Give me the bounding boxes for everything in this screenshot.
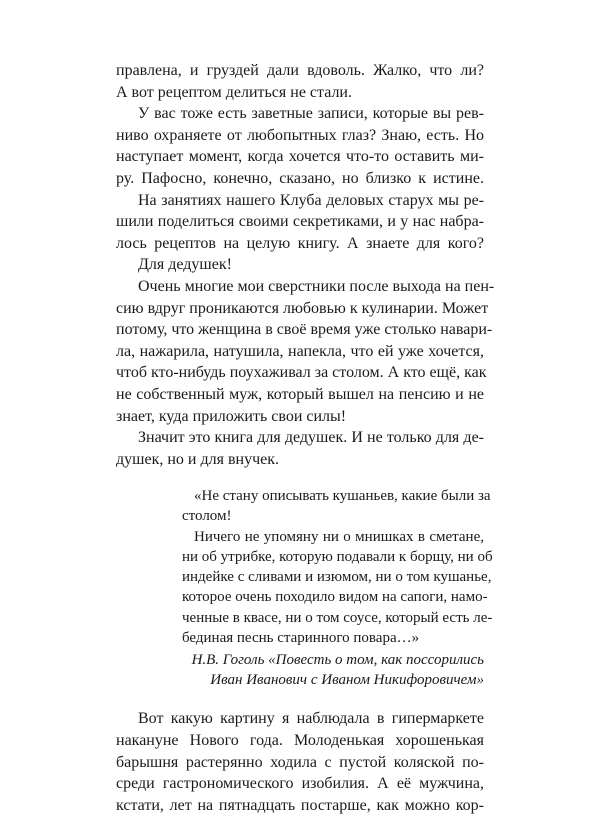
text-line: лось рецептов на целую книгу. А знаете для кого? [116,234,484,252]
paragraph [116,427,484,470]
text-line: душек, но и для внучек. [116,450,279,468]
attribution-line: Н.В. Гоголь «Повесть о том, как поссорились [191,651,484,668]
quote-paragraph [182,527,493,648]
paragraph [116,276,495,427]
text-line: потому, что женщина в своё время уже столько навари- [116,321,493,339]
attribution-line: Иван Иванович с Иваном Никифоровичем» [210,672,484,689]
text-line: которое очень походило видом на сапоги, намо- [182,589,488,606]
text-line: не собственный муж, который вышел на пенсию и не [116,385,484,403]
quote-attribution [182,650,484,690]
text-line: ченные в квасе, ни о том соусе, который есть ле- [182,609,493,626]
text-line: ла, нажарила, натушила, напекла, что ей уже хочется, [116,342,484,360]
text-line: ру. Пафосно, конечно, сказано, но близко к истине. [116,169,484,187]
paragraph [116,103,484,189]
text-line: знает, куда приложить свои силы! [116,407,347,425]
text-line: барышня растерянно ходила с пустой коляской по- [116,753,484,771]
paragraph [116,254,484,276]
text-line: правлена, и груздей дали вдоволь. Жалко, что ли? [116,62,484,79]
text-line: У вас тоже есть заветные записи, которые вы рев- [138,105,484,123]
text-line: накануне Нового года. Молоденькая хорошенькая [116,731,484,749]
text-after-quote [116,708,484,816]
paragraph [116,708,484,816]
text-line: Ничего не упомяну ни о мнишках в сметане, [194,528,484,545]
text-line: шили поделиться своими секретиками, и у нас набра- [116,213,484,231]
quote-paragraph [182,486,491,526]
text-line: Вот какую картину я наблюдала в гипермаркете [138,710,484,728]
text-line: «Не стану описывать кушаньев, какие были за [194,488,491,505]
epigraph-quote [182,486,493,690]
text-line: На занятиях нашего Клуба деловых старух мы ре- [138,191,484,209]
text-before-quote [116,60,495,470]
paragraph [116,190,484,255]
paragraph [116,60,484,103]
text-line: Для дедушек! [138,256,232,274]
text-line: кстати, лет на пятнадцать постарше, как можно кор- [116,796,484,814]
book-page [116,60,495,816]
text-line: А вот рецептом делиться не стали. [116,83,352,101]
text-line: индейке с сливами и изюмом, ни о том кушанье, [182,569,492,586]
text-line: бединая песнь старинного повара…» [182,629,420,646]
text-line: сию вдруг проникаются любовью к кулинарии. Может [116,299,489,317]
text-line: Значит это книга для дедушек. И не только для де- [138,429,484,447]
text-line: наступает момент, когда хочется что-то оставить ми- [116,148,484,166]
text-line: ниво охраняете от любопытных глаз? Знаю, есть. Но [116,126,484,144]
text-line: среди гастрономического изобилия. А её мужчина, [116,775,484,793]
text-line: ни об утрибке, которую подавали к борщу, ни об [182,548,493,565]
text-line: Очень многие мои сверстники после выхода на пен- [138,277,495,295]
text-line: чтоб кто-нибудь поухаживал за столом. А кто ещё, как [116,364,487,382]
text-line: столом! [182,508,232,525]
